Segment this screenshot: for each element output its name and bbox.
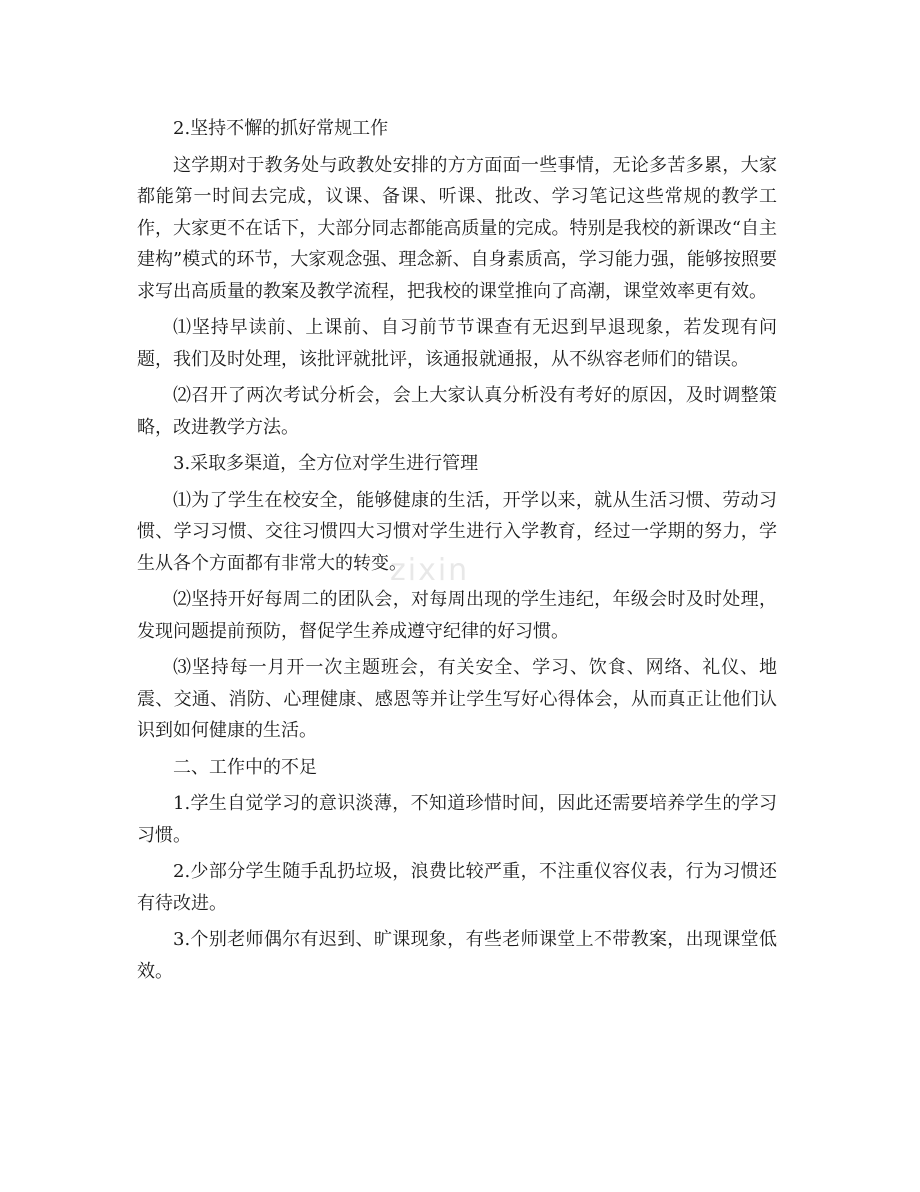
section-heading-routine-work: 2.坚持不懈的抓好常规工作 (173, 118, 389, 139)
paragraph-item-1-attendance: ⑴坚持早读前、上课前、自习前节节课查有无迟到早退现象，若发现有问题，我们及时处理，该批评就批评，该通报就通报，从不纵容老师们的错误。 (137, 317, 777, 370)
paragraph-item-1-safety: ⑴为了学生在校安全，能够健康的生活，开学以来，就从生活习惯、劳动习惯、学习习惯、交往习惯四大习惯对学生进行入学教育，经过一学期的努力，学生从各个方面都有非常大的转变。 (137, 489, 777, 574)
document-body (137, 113, 777, 992)
section-heading-student-management: 3.采取多渠道，全方位对学生进行管理 (173, 453, 479, 474)
paragraph-routine-work: 这学期对于教务处与政教处安排的方方面面一些事情，无论多苦多累，大家都能第一时间去完成，议课、备课、听课、批改、学习笔记这些常规的教学工作，大家更不在话下，大部分同志都能高质量的完成。特别是我校的新课改“自主建构”模式的环节，大家观念强、理念新、自身素质高，学习能力强，能够按照要求写出高质量的教案及教学流程，把我校的课堂推向了高潮，课堂效率更有效。 (137, 154, 777, 302)
paragraph-shortcoming-1: 1.学生自觉学习的意识淡薄，不知道珍惜时间，因此还需要培养学生的学习习惯。 (137, 793, 777, 846)
paragraph-shortcoming-3: 3.个别老师偶尔有迟到、旷课现象，有些老师课堂上不带教案，出现课堂低效。 (137, 929, 777, 982)
section-heading-shortcomings: 二、工作中的不足 (173, 756, 317, 778)
paragraph-item-2-team-meeting: ⑵坚持开好每周二的团队会，对每周出现的学生违纪，年级会时及时处理，发现问题提前预防，督促学生养成遵守纪律的好习惯。 (137, 589, 777, 642)
paragraph-item-3-class-meeting: ⑶坚持每一月开一次主题班会，有关安全、学习、饮食、网络、礼仪、地震、交通、消防、心理健康、感恩等并让学生写好心得体会，从而真正让他们认识到如何健康的生活。 (137, 657, 777, 741)
watermark: zixin (390, 553, 470, 588)
paragraph-item-2-exam-analysis: ⑵召开了两次考试分析会，会上大家认真分析没有考好的原因，及时调整策略，改进教学方法。 (137, 385, 777, 438)
paragraph-shortcoming-2: 2.少部分学生随手乱扔垃圾，浪费比较严重，不注重仪容仪表，行为习惯还有待改进。 (137, 861, 777, 914)
